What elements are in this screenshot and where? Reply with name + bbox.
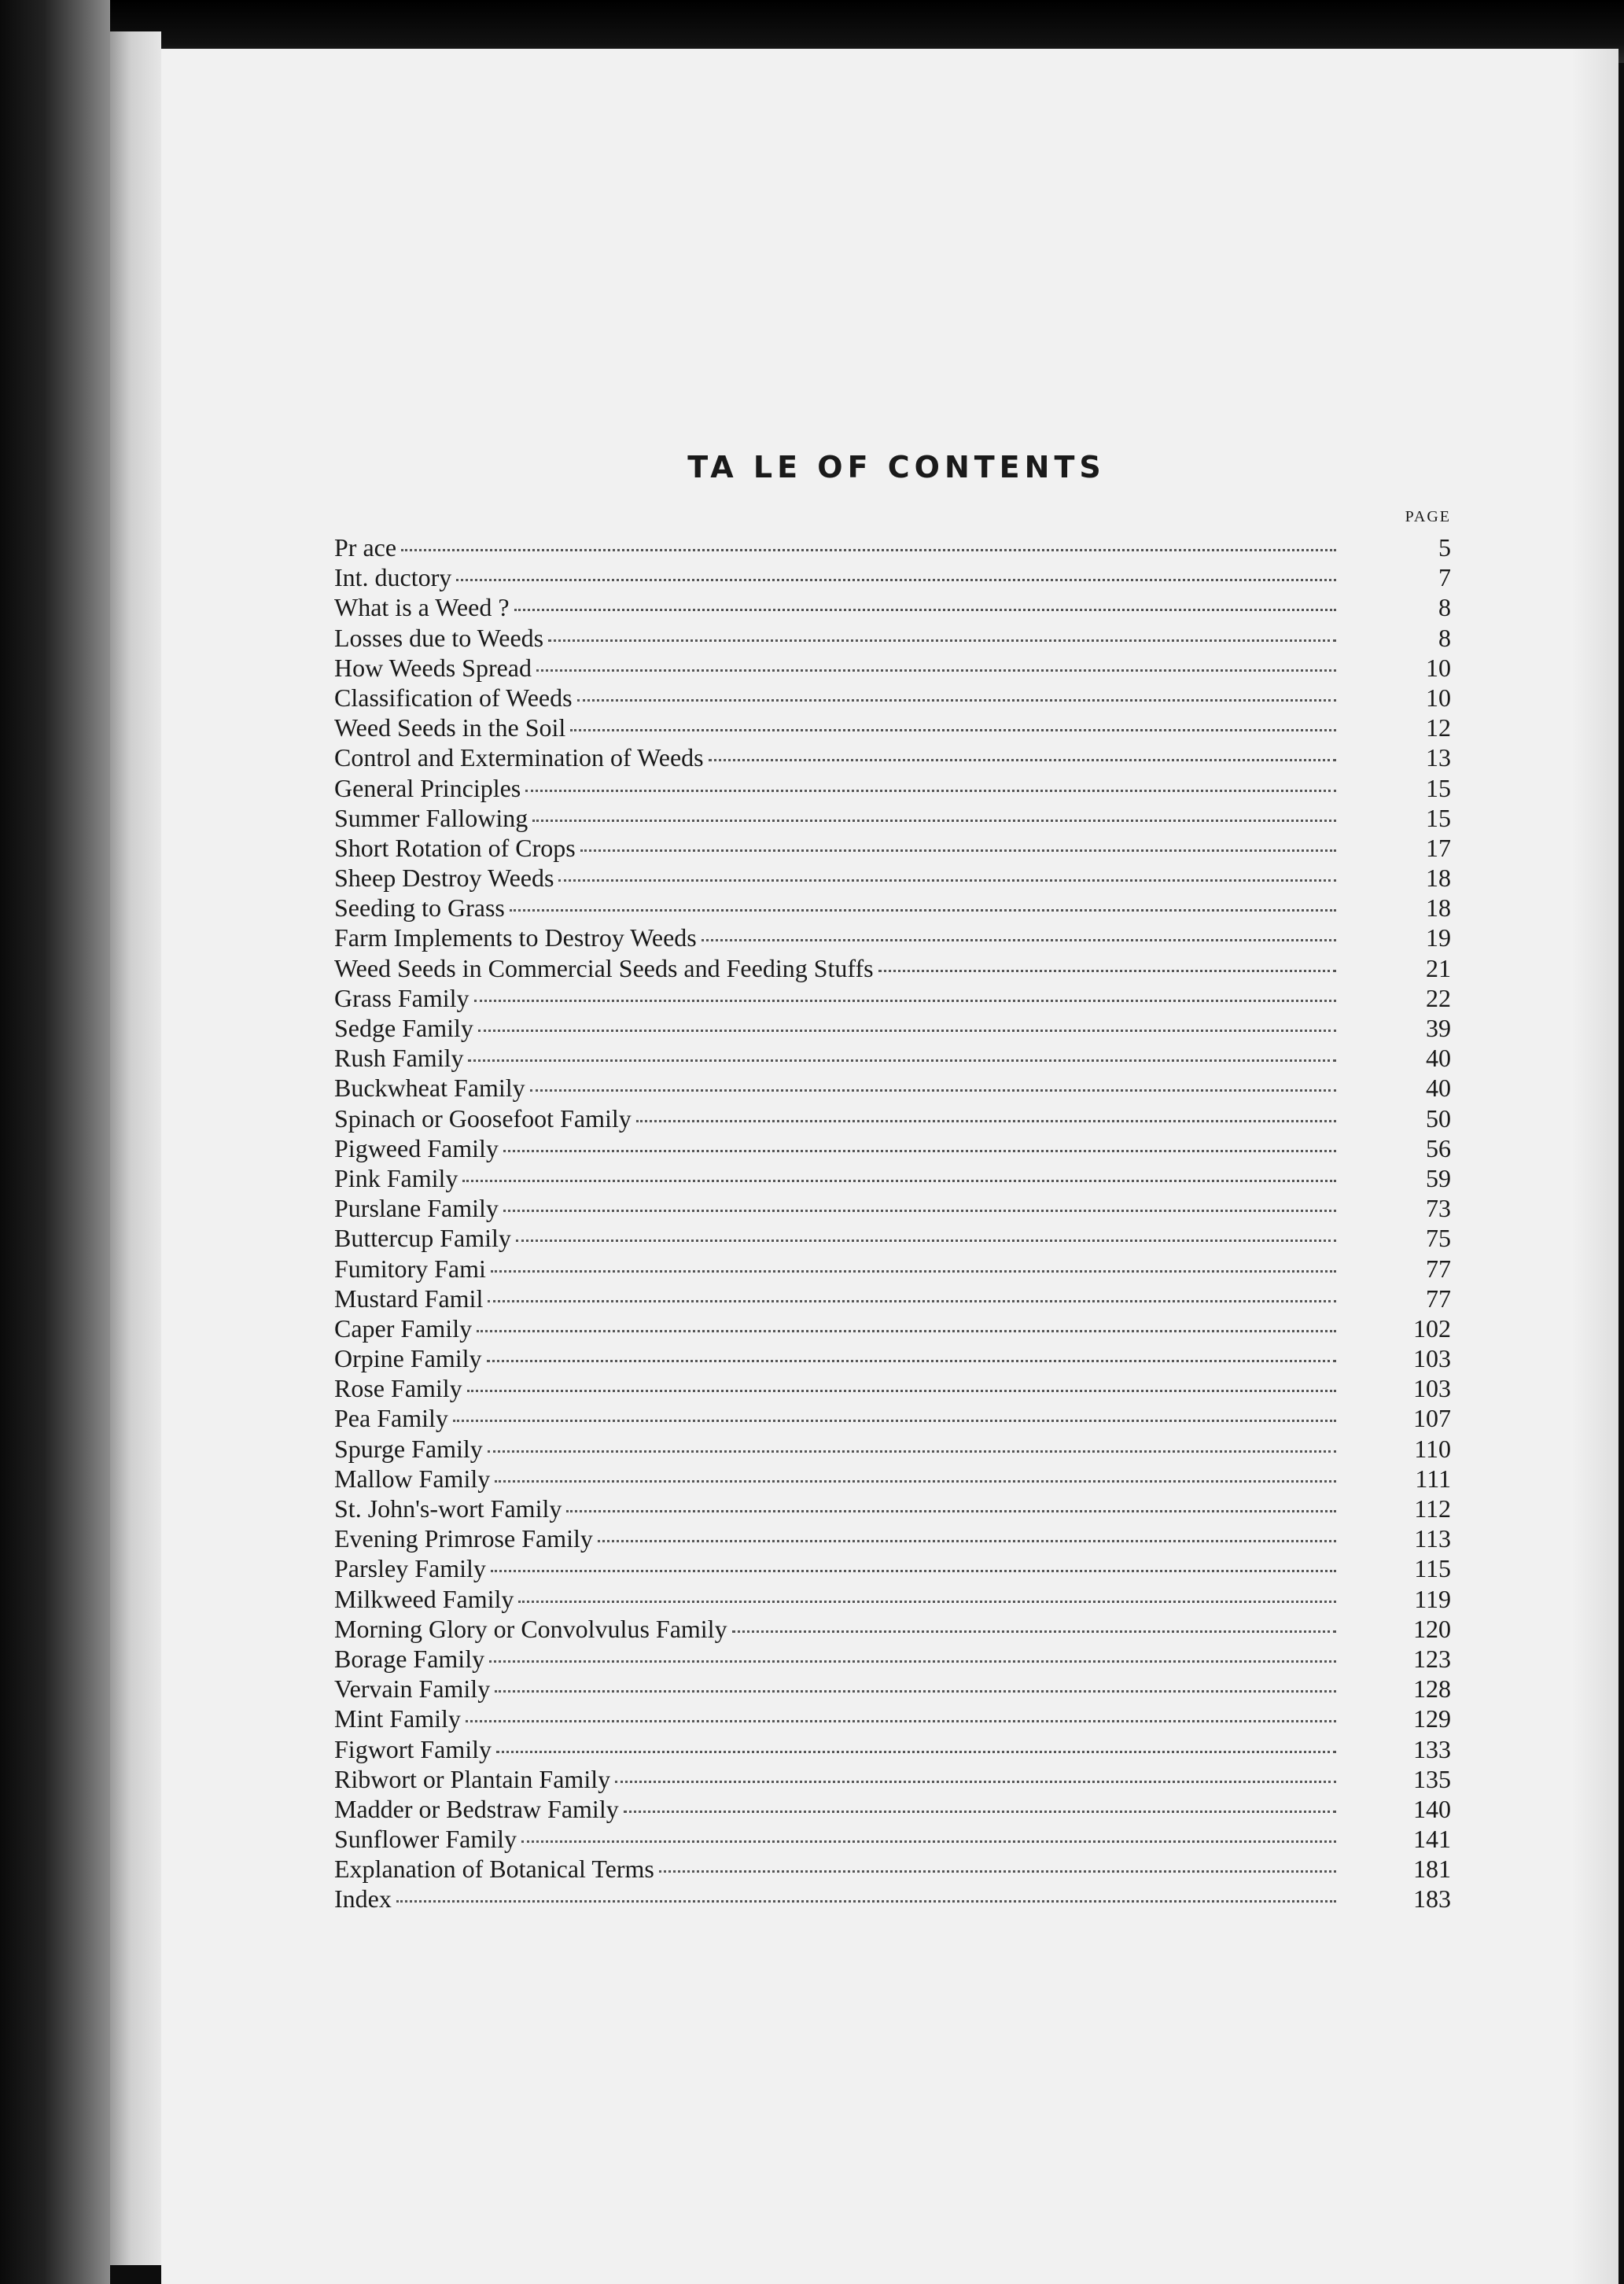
toc-leader-dots — [486, 1275, 1341, 1277]
toc-entry — [334, 1584, 1451, 1614]
toc-leader-dots — [704, 764, 1341, 766]
leader-dots — [530, 1089, 1336, 1092]
leader-dots — [548, 639, 1336, 642]
toc-entry-page-number: 140 — [1413, 1794, 1451, 1823]
toc-entry — [334, 1523, 1451, 1553]
toc-entry — [334, 803, 1451, 833]
leader-dots — [580, 849, 1336, 852]
toc-entry-label: Orpine Family — [334, 1344, 482, 1373]
toc-entry-page-number: 13 — [1426, 743, 1451, 772]
toc-leader-dots — [458, 1184, 1341, 1187]
toc-entry-page-number: 77 — [1426, 1284, 1451, 1313]
toc-entry-page-number: 17 — [1426, 833, 1451, 862]
leader-dots — [636, 1120, 1336, 1122]
toc-leader-dots — [463, 1064, 1341, 1066]
toc-leader-dots — [499, 1214, 1341, 1217]
toc-entry-label: Spinach or Goosefoot Family — [334, 1103, 632, 1133]
leader-dots — [878, 970, 1336, 972]
toc-entry-page-number: 50 — [1426, 1103, 1451, 1133]
toc-leader-dots — [565, 734, 1341, 736]
toc-entry-page-number: 141 — [1413, 1825, 1451, 1854]
toc-entry-label: Ribwort or Plantain Family — [334, 1764, 611, 1793]
toc-entry-page-number: 128 — [1413, 1674, 1451, 1704]
leader-dots — [503, 1150, 1336, 1152]
toc-entry — [334, 1254, 1451, 1284]
book-binding — [110, 31, 161, 2265]
toc-entry-label: Caper Family — [334, 1313, 473, 1343]
toc-entry-page-number: 102 — [1413, 1313, 1451, 1343]
toc-entry-label: Fumitory Fami — [334, 1254, 486, 1283]
toc-entry-label: Pr ace — [334, 533, 397, 562]
leader-dots — [491, 1570, 1336, 1572]
leader-dots — [518, 1601, 1336, 1603]
toc-entry-page-number: 15 — [1426, 803, 1451, 832]
toc-entry-page-number: 40 — [1426, 1074, 1451, 1103]
toc-entry — [334, 1854, 1451, 1884]
toc-leader-dots — [619, 1815, 1341, 1818]
toc-entry-page-number: 75 — [1426, 1224, 1451, 1253]
leader-dots — [453, 1420, 1336, 1422]
leader-dots — [732, 1630, 1336, 1633]
toc-leader-dots — [470, 1004, 1341, 1007]
toc-entry-label: St. John's-wort Family — [334, 1494, 562, 1523]
toc-entry — [334, 713, 1451, 742]
book-page — [161, 49, 1618, 2284]
toc-entry — [334, 1884, 1451, 1914]
toc-entry-page-number: 18 — [1426, 864, 1451, 893]
toc-entry-page-number: 22 — [1426, 983, 1451, 1012]
toc-entry-label: Weed Seeds in the Soil — [334, 713, 566, 742]
leader-dots — [474, 1000, 1336, 1002]
leader-dots — [467, 1390, 1336, 1392]
toc-entry-label: Morning Glory or Convolvulus Family — [334, 1614, 727, 1643]
toc-entry — [334, 773, 1451, 803]
toc-entry — [334, 1794, 1451, 1824]
leader-dots — [514, 609, 1336, 611]
toc-entry-page-number: 183 — [1413, 1884, 1451, 1914]
toc-leader-dots — [483, 1455, 1341, 1457]
toc-entry-page-number: 119 — [1414, 1584, 1451, 1613]
toc-entry-label: Summer Fallowing — [334, 803, 528, 832]
leader-dots — [468, 1059, 1336, 1062]
toc-entry-label: Evening Primrose Family — [334, 1524, 593, 1553]
toc-leader-dots — [610, 1785, 1341, 1788]
toc-leader-dots — [462, 1394, 1341, 1397]
toc-entry-page-number: 7 — [1438, 563, 1451, 592]
toc-entry-label: Mustard Famil — [334, 1284, 484, 1313]
leader-dots — [488, 1300, 1336, 1302]
toc-entry — [334, 742, 1451, 772]
toc-entry-page-number: 123 — [1413, 1644, 1451, 1673]
toc-leader-dots — [490, 1695, 1341, 1697]
toc-entry — [334, 1013, 1451, 1043]
toc-leader-dots — [521, 794, 1341, 797]
toc-entry-label: Buttercup Family — [334, 1224, 511, 1253]
toc-entry — [334, 623, 1451, 653]
toc-entry-page-number: 77 — [1426, 1254, 1451, 1283]
toc-leader-dots — [473, 1034, 1341, 1037]
toc-entry-page-number: 5 — [1438, 533, 1451, 562]
toc-entry-label: Mint Family — [334, 1704, 461, 1733]
toc-entry-label: Short Rotation of Crops — [334, 833, 576, 862]
toc-entry-label: Figwort Family — [334, 1734, 492, 1763]
toc-entry-label: Pea Family — [334, 1404, 448, 1433]
toc-entry — [334, 683, 1451, 713]
toc-entry-label: Control and Extermination of Weeds — [334, 743, 704, 772]
leader-dots — [488, 1450, 1336, 1453]
toc-entry-label: Farm Implements to Destroy Weeds — [334, 923, 697, 952]
toc-leader-dots — [510, 613, 1341, 616]
toc-entry — [334, 1073, 1451, 1103]
toc-entry-page-number: 113 — [1414, 1524, 1451, 1553]
toc-entry — [334, 1403, 1451, 1433]
toc-leader-dots — [486, 1575, 1341, 1577]
table-of-contents — [334, 450, 1451, 1914]
leader-dots — [495, 1480, 1336, 1483]
leader-dots — [558, 879, 1336, 882]
toc-entry — [334, 1704, 1451, 1733]
toc-entry — [334, 923, 1451, 952]
page-title: TA LE OF CONTENTS — [687, 450, 1106, 484]
toc-entry — [334, 1373, 1451, 1403]
toc-entry-page-number: 56 — [1426, 1133, 1451, 1162]
toc-entry-label: Pink Family — [334, 1163, 458, 1192]
leader-dots — [516, 1240, 1336, 1242]
toc-entry — [334, 893, 1451, 923]
leader-dots — [536, 669, 1336, 672]
toc-entry — [334, 1284, 1451, 1313]
page-column-header: PAGE — [1405, 508, 1451, 525]
toc-leader-dots — [492, 1755, 1341, 1758]
toc-leader-dots — [482, 1365, 1341, 1367]
toc-entry-label: Buckwheat Family — [334, 1074, 525, 1103]
toc-entry — [334, 1553, 1451, 1583]
leader-dots — [624, 1811, 1336, 1813]
leader-dots — [487, 1360, 1336, 1362]
leader-dots — [491, 1270, 1336, 1273]
toc-leader-dots — [511, 1244, 1341, 1247]
toc-entry-page-number: 59 — [1426, 1163, 1451, 1192]
toc-entry-page-number: 15 — [1426, 773, 1451, 802]
toc-entry-label: Sunflower Family — [334, 1825, 517, 1854]
toc-leader-dots — [697, 944, 1341, 946]
toc-entry — [334, 1494, 1451, 1523]
toc-list — [334, 532, 1451, 1914]
toc-entry — [334, 1103, 1451, 1133]
toc-entry-label: Borage Family — [334, 1644, 485, 1673]
toc-entry-page-number: 39 — [1426, 1014, 1451, 1042]
leader-dots — [477, 1330, 1336, 1332]
leader-dots — [510, 909, 1336, 912]
leader-dots — [521, 1840, 1336, 1843]
leader-dots — [566, 1510, 1336, 1512]
toc-entry-page-number: 110 — [1414, 1434, 1451, 1463]
toc-entry — [334, 1133, 1451, 1163]
toc-leader-dots — [874, 974, 1341, 977]
leader-dots — [462, 1180, 1336, 1182]
toc-entry — [334, 1614, 1451, 1644]
toc-entry-label: Parsley Family — [334, 1554, 486, 1583]
toc-entry — [334, 1043, 1451, 1073]
toc-entry — [334, 562, 1451, 592]
toc-entry-label: Int. ductory — [334, 563, 452, 592]
toc-entry-page-number: 73 — [1426, 1194, 1451, 1223]
toc-entry — [334, 653, 1451, 683]
toc-entry — [334, 1343, 1451, 1373]
toc-entry — [334, 953, 1451, 983]
toc-leader-dots — [727, 1635, 1341, 1637]
toc-entry — [334, 1223, 1451, 1253]
leader-dots — [478, 1030, 1336, 1032]
leader-dots — [577, 699, 1336, 702]
leader-dots — [598, 1540, 1336, 1542]
toc-entry — [334, 1674, 1451, 1704]
toc-entry-page-number: 18 — [1426, 893, 1451, 923]
toc-leader-dots — [654, 1875, 1341, 1877]
toc-entry — [334, 1824, 1451, 1854]
toc-entry-page-number: 103 — [1413, 1374, 1451, 1403]
toc-leader-dots — [514, 1605, 1341, 1608]
toc-entry-label: Explanation of Botanical Terms — [334, 1855, 654, 1884]
toc-leader-dots — [483, 1305, 1341, 1307]
leader-dots — [456, 579, 1336, 581]
toc-entry — [334, 1193, 1451, 1223]
leader-dots — [525, 790, 1336, 792]
toc-entry-label: Index — [334, 1884, 392, 1914]
toc-leader-dots — [505, 914, 1341, 916]
toc-leader-dots — [562, 1515, 1341, 1517]
leader-dots — [702, 939, 1336, 941]
toc-leader-dots — [484, 1665, 1341, 1667]
toc-entry-label: Classification of Weeds — [334, 683, 573, 712]
toc-entry-page-number: 8 — [1438, 623, 1451, 652]
toc-entry-label: General Principles — [334, 773, 521, 802]
toc-leader-dots — [593, 1545, 1341, 1547]
toc-leader-dots — [573, 704, 1341, 706]
toc-leader-dots — [543, 644, 1341, 647]
scan-left-edge — [0, 0, 110, 2284]
toc-entry — [334, 863, 1451, 893]
toc-leader-dots — [576, 854, 1341, 856]
toc-leader-dots — [525, 1094, 1341, 1096]
toc-entry-page-number: 12 — [1426, 713, 1451, 742]
toc-entry-label: Weed Seeds in Commercial Seeds and Feeding Stuffs — [334, 953, 874, 982]
toc-entry-page-number: 112 — [1414, 1494, 1451, 1523]
leader-dots — [466, 1720, 1336, 1722]
toc-leader-dots — [499, 1155, 1341, 1157]
toc-leader-dots — [528, 824, 1341, 827]
toc-leader-dots — [451, 584, 1341, 586]
toc-entry-label: Rush Family — [334, 1044, 464, 1073]
leader-dots — [495, 1690, 1336, 1693]
toc-entry-label: Madder or Bedstraw Family — [334, 1794, 619, 1823]
toc-entry-page-number: 8 — [1438, 593, 1451, 622]
toc-entry-page-number: 107 — [1413, 1404, 1451, 1433]
toc-leader-dots — [392, 1905, 1341, 1907]
toc-leader-dots — [490, 1485, 1341, 1487]
toc-entry-page-number: 115 — [1414, 1554, 1451, 1583]
toc-entry-page-number: 120 — [1413, 1614, 1451, 1643]
toc-entry — [334, 1734, 1451, 1764]
toc-entry — [334, 532, 1451, 562]
toc-leader-dots — [448, 1424, 1341, 1427]
toc-entry — [334, 833, 1451, 863]
leader-dots — [396, 1900, 1336, 1903]
leader-dots — [401, 549, 1336, 551]
leader-dots — [503, 1210, 1336, 1212]
toc-leader-dots — [472, 1335, 1341, 1337]
toc-entry — [334, 1434, 1451, 1464]
toc-entry-page-number: 135 — [1413, 1764, 1451, 1793]
toc-leader-dots — [632, 1125, 1341, 1127]
toc-entry-label: Mallow Family — [334, 1464, 491, 1493]
toc-leader-dots — [396, 554, 1341, 556]
toc-entry-page-number: 21 — [1426, 953, 1451, 982]
toc-entry-label: Purslane Family — [334, 1194, 499, 1223]
toc-leader-dots — [532, 674, 1341, 676]
toc-entry-label: Sheep Destroy Weeds — [334, 864, 554, 893]
toc-entry-label: What is a Weed ? — [334, 593, 510, 622]
toc-entry-page-number: 129 — [1413, 1704, 1451, 1733]
toc-entry — [334, 1764, 1451, 1794]
toc-entry-page-number: 19 — [1426, 923, 1451, 952]
toc-entry-label: Vervain Family — [334, 1674, 491, 1704]
toc-entry — [334, 1464, 1451, 1494]
toc-leader-dots — [554, 884, 1341, 886]
toc-entry-page-number: 10 — [1426, 683, 1451, 712]
toc-entry-label: Seeding to Grass — [334, 893, 505, 923]
toc-entry-page-number: 111 — [1415, 1464, 1451, 1493]
toc-entry-page-number: 181 — [1413, 1855, 1451, 1884]
toc-entry — [334, 1313, 1451, 1343]
toc-leader-dots — [461, 1725, 1341, 1727]
toc-entry-label: Sedge Family — [334, 1014, 473, 1042]
toc-entry — [334, 1644, 1451, 1674]
toc-entry — [334, 1163, 1451, 1193]
toc-leader-dots — [517, 1845, 1341, 1847]
leader-dots — [709, 759, 1336, 761]
toc-entry-page-number: 133 — [1413, 1734, 1451, 1763]
toc-entry-label: Rose Family — [334, 1374, 462, 1403]
leader-dots — [532, 820, 1336, 822]
leader-dots — [659, 1870, 1336, 1873]
toc-entry-page-number: 103 — [1413, 1344, 1451, 1373]
toc-entry-label: Milkweed Family — [334, 1584, 514, 1613]
leader-dots — [496, 1751, 1336, 1753]
toc-entry-page-number: 40 — [1426, 1044, 1451, 1073]
toc-entry-label: Spurge Family — [334, 1434, 483, 1463]
toc-entry-label: How Weeds Spread — [334, 653, 532, 682]
leader-dots — [489, 1660, 1336, 1663]
toc-entry-label: Pigweed Family — [334, 1133, 499, 1162]
toc-entry — [334, 592, 1451, 622]
toc-entry — [334, 983, 1451, 1013]
leader-dots — [615, 1781, 1336, 1783]
toc-entry-page-number: 10 — [1426, 653, 1451, 682]
toc-entry-label: Losses due to Weeds — [334, 623, 544, 652]
leader-dots — [570, 729, 1336, 731]
toc-entry-label: Grass Family — [334, 983, 470, 1012]
